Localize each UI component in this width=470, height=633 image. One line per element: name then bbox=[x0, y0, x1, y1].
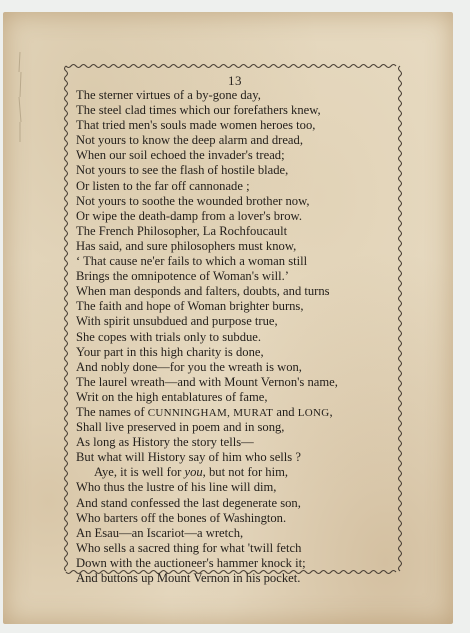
poem-line bbox=[76, 465, 406, 480]
poem-line-pre: Down with the auctioneer's hammer knock it; bbox=[76, 555, 306, 570]
poem-line bbox=[76, 194, 406, 209]
poem-line bbox=[76, 239, 406, 254]
poem-line-pre: Who barters off the bones of Washington. bbox=[76, 510, 287, 525]
poem-line-pre: And buttons up Mount Vernon in his pocket. bbox=[76, 571, 301, 585]
poem-line-pre: An Esau—an Iscariot—a wretch, bbox=[76, 525, 244, 540]
poem-line-pre: Aye, it is well for bbox=[94, 465, 185, 480]
poem-line-pre: The names of bbox=[76, 404, 148, 419]
poem-line-pre: As long as History the story tells— bbox=[76, 435, 254, 450]
poem-line bbox=[76, 420, 406, 435]
poem-line-pre: Writ on the high entablatures of fame, bbox=[76, 389, 268, 404]
poem-line bbox=[76, 496, 406, 511]
poem-line-pre: Or wipe the death-damp from a lover's brow. bbox=[76, 208, 302, 223]
poem-line-pre: The sterner virtues of a by-gone day, bbox=[76, 88, 261, 102]
poem-line-pre: And nobly done—for you the wreath is won, bbox=[76, 359, 302, 374]
poem-line bbox=[76, 480, 406, 495]
binding-stitch bbox=[15, 52, 25, 142]
poem-line bbox=[76, 299, 406, 314]
poem-line bbox=[76, 556, 406, 571]
poem-line-pre: The faith and hope of Woman brighter burns, bbox=[76, 299, 304, 314]
poem-line-pre: She copes with trials only to subdue. bbox=[76, 329, 262, 344]
poem-line bbox=[76, 314, 406, 329]
poem-line-pre: But what will History say of him who sells ? bbox=[76, 450, 301, 465]
poem-line-pre: Who thus the lustre of his line will dim, bbox=[76, 480, 277, 495]
poem-line-pre: Your part in this high charity is done, bbox=[76, 344, 264, 359]
poem-line bbox=[76, 390, 406, 405]
poem-line bbox=[76, 163, 406, 178]
poem-line-pre: That tried men's souls made women heroes too, bbox=[76, 118, 316, 133]
poem-line-pre: The French Philosopher, La Rochfoucault bbox=[76, 223, 288, 238]
poem-line bbox=[76, 511, 406, 526]
poem-line bbox=[76, 284, 406, 299]
poem-line-post2: , bbox=[329, 404, 333, 419]
poem-line bbox=[76, 209, 406, 224]
poem-line-pre: Or listen to the far off cannonade ; bbox=[76, 178, 250, 193]
poem-line bbox=[76, 435, 406, 450]
poem-line bbox=[76, 179, 406, 194]
poem-line bbox=[76, 526, 406, 541]
page-number: 13 bbox=[228, 73, 242, 88]
poem-line-pre: Shall live preserved in poem and in song, bbox=[76, 420, 285, 435]
poem-line bbox=[76, 345, 406, 360]
poem-line bbox=[76, 133, 406, 148]
poem-line-post: , but not for him, bbox=[202, 465, 289, 480]
poem-line-pre: Brings the omnipotence of Woman's will.’ bbox=[76, 269, 289, 284]
poem-line-pre: Who sells a sacred thing for what 'twill fetch bbox=[76, 540, 302, 555]
poem-line-pre: Not yours to know the deep alarm and dread, bbox=[76, 133, 303, 148]
poem-line-pre: Not yours to soothe the wounded brother now, bbox=[76, 193, 310, 208]
poem-line-caps2: LONG bbox=[297, 406, 330, 419]
poem-line bbox=[76, 571, 406, 586]
poem-line-pre: Not yours to see the flash of hostile blade, bbox=[76, 163, 289, 178]
poem-line-em: you bbox=[184, 465, 203, 480]
poem-line bbox=[76, 375, 406, 390]
poem-line-pre: With spirit unsubdued and purpose true, bbox=[76, 314, 278, 329]
poem-text bbox=[76, 88, 406, 586]
poem-line-pre: When man desponds and falters, doubts, and turns bbox=[76, 284, 330, 299]
poem-line bbox=[76, 360, 406, 375]
poem-line bbox=[76, 118, 406, 133]
poem-line bbox=[76, 269, 406, 284]
poem-line-pre: When our soil echoed the invader's tread; bbox=[76, 148, 285, 163]
poem-line-pre: And stand confessed the last degenerate son, bbox=[76, 495, 301, 510]
poem-line bbox=[76, 330, 406, 345]
poem-line-pre: The laurel wreath—and with Mount Vernon's name, bbox=[76, 374, 338, 389]
poem-line bbox=[76, 224, 406, 239]
poem-line bbox=[76, 103, 406, 118]
poem-line-pre: The steel clad times which our forefathers knew, bbox=[76, 103, 321, 118]
poem-line bbox=[76, 88, 406, 103]
poem-line bbox=[76, 254, 406, 269]
poem-line-caps: CUNNINGHAM, MURAT bbox=[147, 406, 274, 419]
poem-line bbox=[76, 450, 406, 465]
poem-line-pre: ‘ That cause ne'er fails to which a woman still bbox=[76, 254, 308, 269]
poem-line-post: and bbox=[273, 404, 298, 419]
poem-line-pre: Has said, and sure philosophers must know, bbox=[76, 238, 297, 253]
poem-line bbox=[76, 148, 406, 163]
poem-line bbox=[76, 405, 406, 420]
poem-line bbox=[76, 541, 406, 556]
